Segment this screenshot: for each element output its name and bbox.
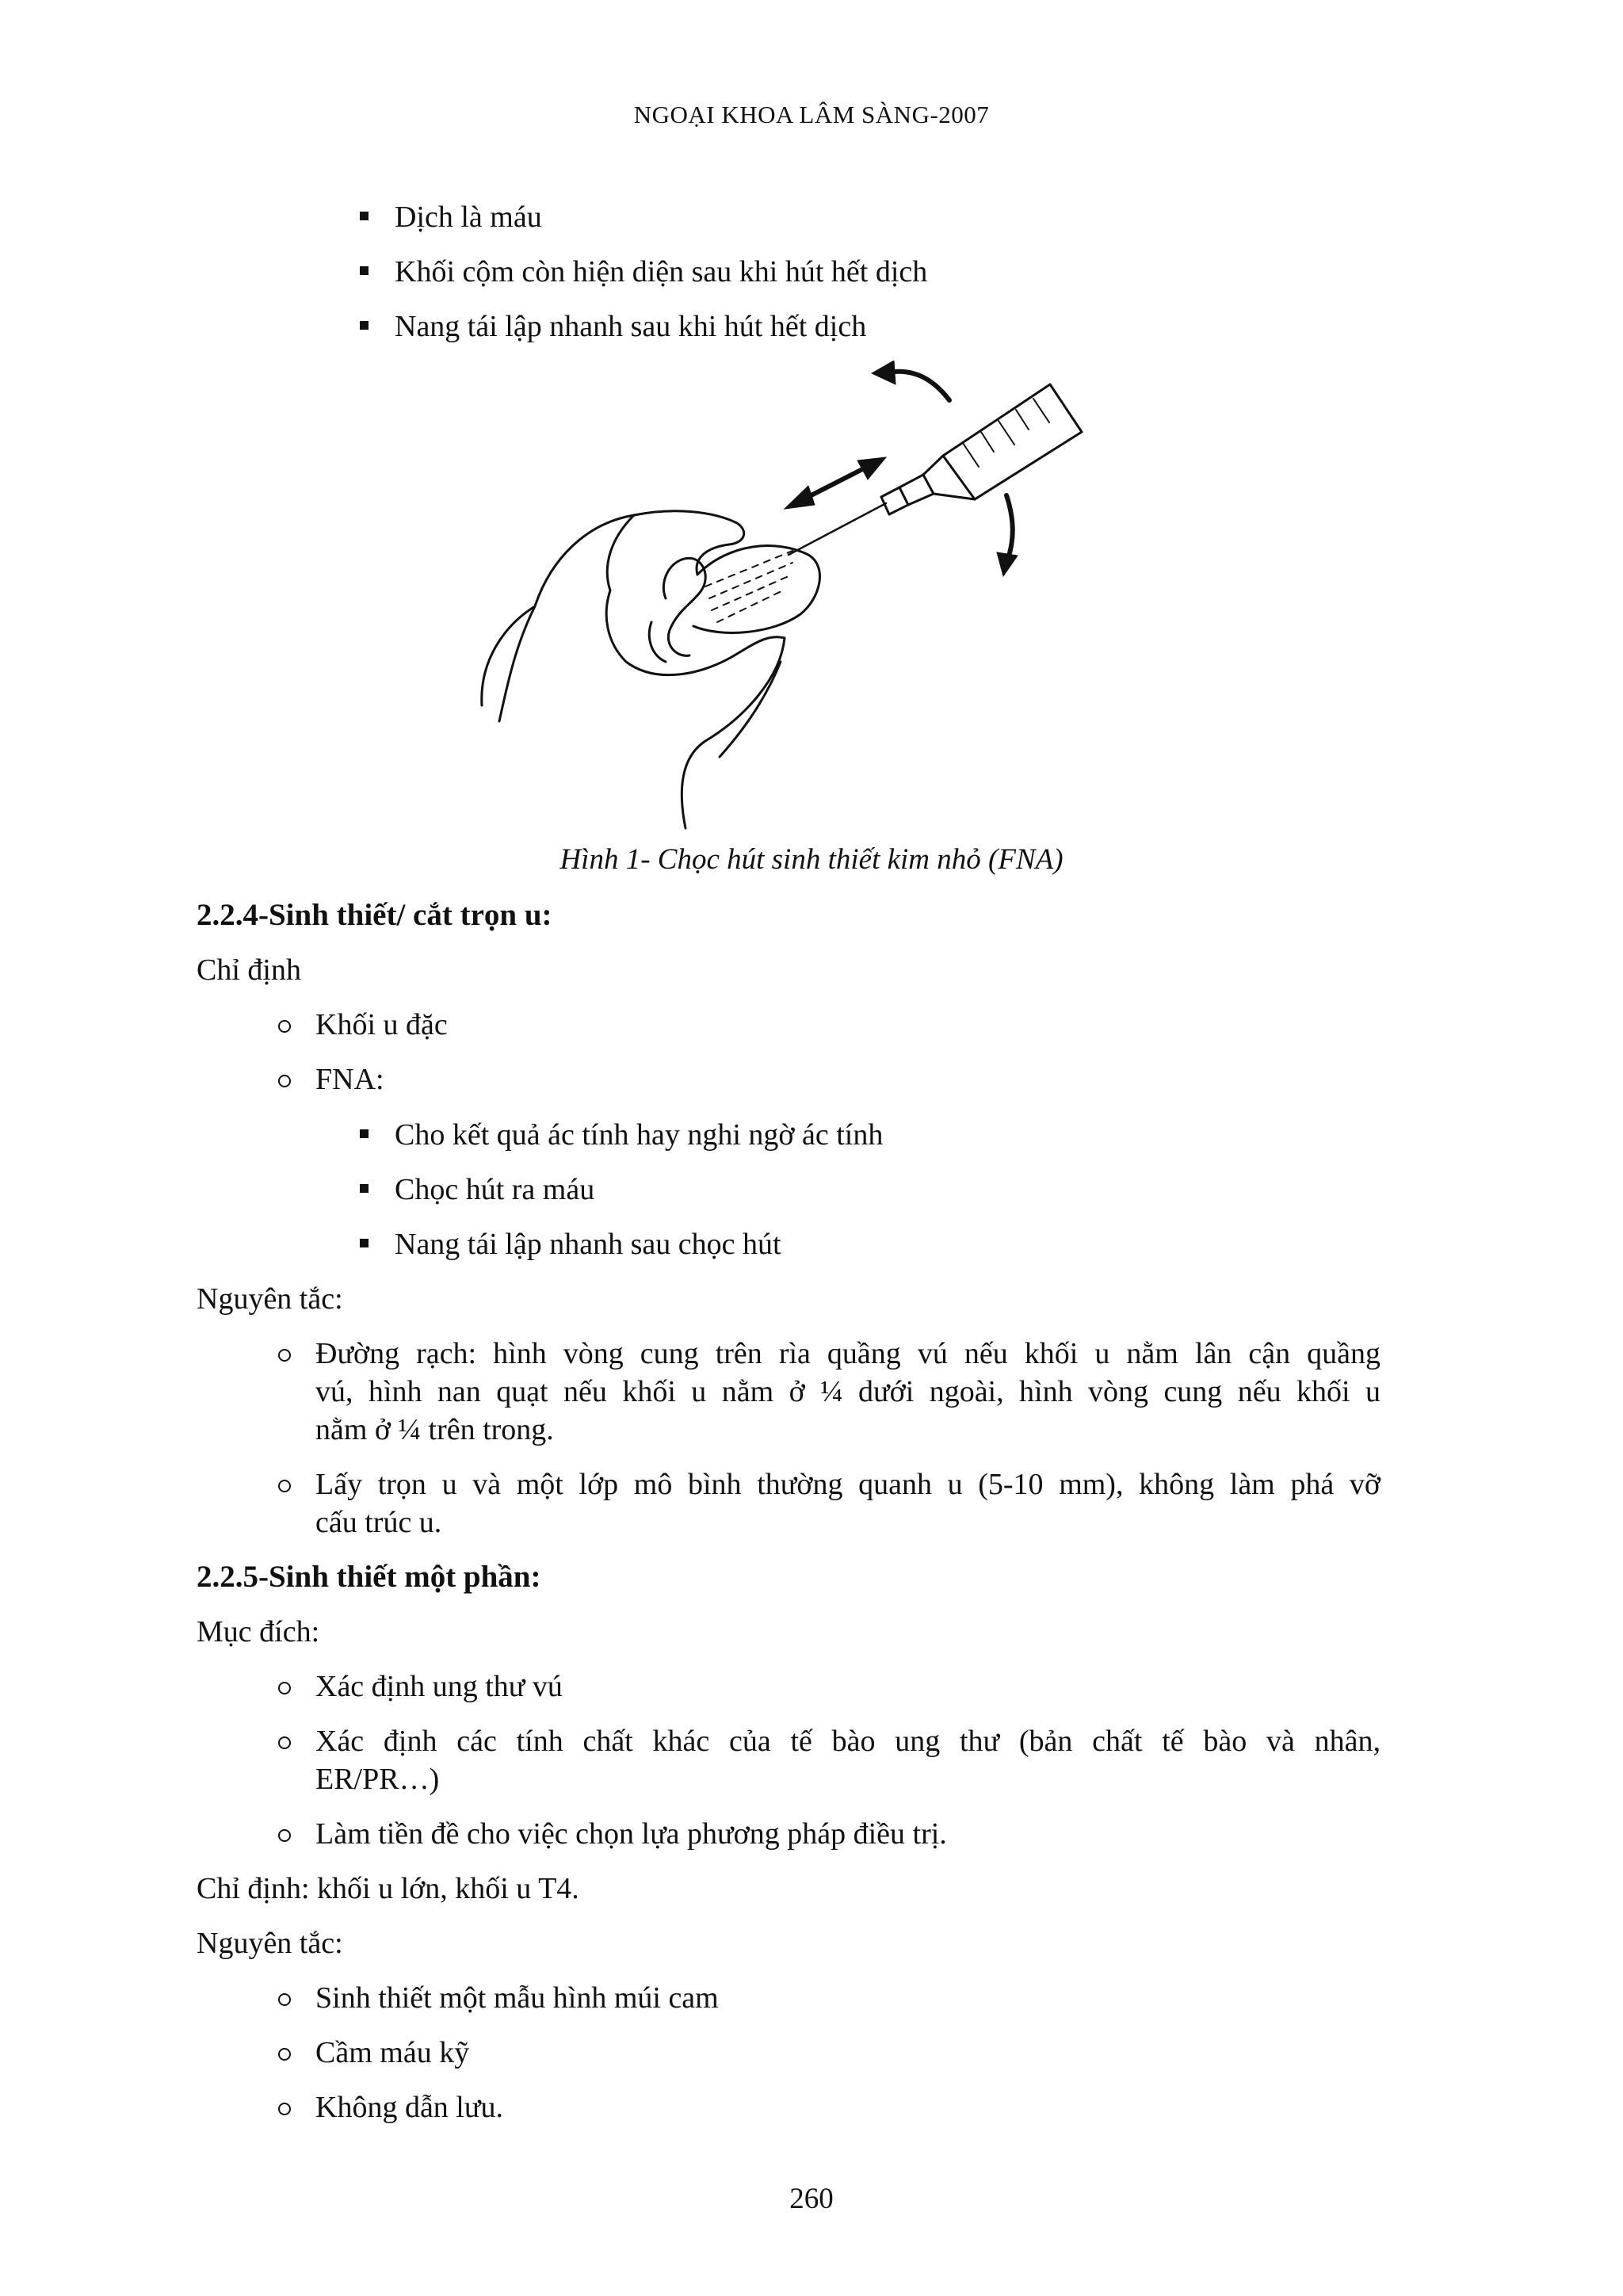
paragraph-line: cấu trúc u. xyxy=(315,1506,442,1539)
bullet-item: Nang tái lập nhanh sau khi hút hết dịch xyxy=(395,310,867,343)
indication-line: Chỉ định: khối u lớn, khối u T4. xyxy=(197,1872,579,1905)
bullet-item: Nang tái lập nhanh sau chọc hút xyxy=(395,1228,781,1261)
bullet-item: Chọc hút ra máu xyxy=(395,1173,595,1206)
paragraph-line: vú, hình nan quạt nếu khối u nằm ở ¼ dưới ngoài, hình vòng cung nếu khối u xyxy=(315,1375,1381,1408)
page-number: 260 xyxy=(789,2183,834,2215)
list-item: Cầm máu kỹ xyxy=(315,2036,470,2069)
figure-caption: Hình 1- Chọc hút sinh thiết kim nhỏ (FNA) xyxy=(559,843,1064,876)
paragraph-line: Lấy trọn u và một lớp mô bình thường quanh u (5-10 mm), không làm phá vỡ xyxy=(315,1468,1381,1501)
label-purpose: Mục đích: xyxy=(197,1615,320,1648)
paragraph-line: Xác định các tính chất khác của tế bào ung thư (bản chất tế bào và nhân, xyxy=(315,1725,1381,1758)
list-item: Làm tiền đề cho việc chọn lựa phương pháp điều trị. xyxy=(315,1817,947,1851)
paragraph-line: ER/PR…) xyxy=(315,1763,440,1796)
label-indication: Chỉ định xyxy=(197,953,301,987)
running-header: NGOẠI KHOA LÂM SÀNG-2007 xyxy=(633,101,990,128)
bullet-item: Khối cộm còn hiện diện sau khi hút hết dịch xyxy=(395,255,928,288)
list-item: Sinh thiết một mẫu hình múi cam xyxy=(315,1981,719,2015)
paragraph-line: Đường rạch: hình vòng cung trên rìa quầng vú nếu khối u nằm lân cận quầng xyxy=(315,1337,1381,1370)
bullet-item: Cho kết quả ác tính hay nghi ngờ ác tính xyxy=(395,1118,884,1152)
list-item: Không dẫn lưu. xyxy=(315,2091,503,2124)
fna-illustration xyxy=(468,361,1102,836)
paragraph-line: nằm ở ¼ trên trong. xyxy=(315,1413,554,1446)
list-item: Xác định ung thư vú xyxy=(315,1670,563,1703)
bullet-item: Dịch là máu xyxy=(395,201,542,234)
section-heading: 2.2.4-Sinh thiết/ cắt trọn u: xyxy=(197,898,552,932)
list-item: Khối u đặc xyxy=(315,1008,448,1041)
label-principle: Nguyên tắc: xyxy=(197,1282,343,1316)
list-item: FNA: xyxy=(315,1063,384,1096)
section-heading: 2.2.5-Sinh thiết một phần: xyxy=(197,1560,541,1594)
label-principle: Nguyên tắc: xyxy=(197,1927,343,1960)
